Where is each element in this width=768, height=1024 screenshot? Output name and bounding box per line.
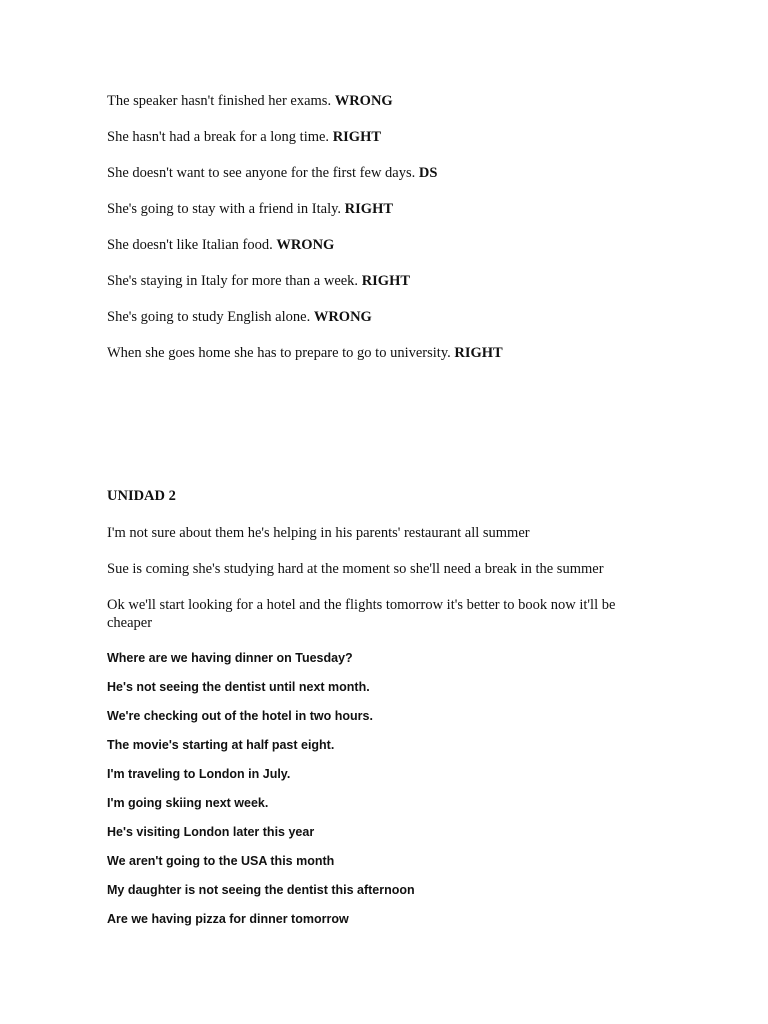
statement-answer: WRONG: [334, 93, 393, 109]
sentence-9: My daughter is not seeing the dentist this afternoon: [107, 883, 415, 897]
statement-text: She doesn't like Italian food.: [107, 237, 273, 253]
statement-answer: RIGHT: [344, 201, 394, 217]
statement-7: [107, 308, 667, 326]
sentence-4: The movie's starting at half past eight.: [107, 738, 335, 752]
sentence-10: Are we having pizza for dinner tomorrow: [107, 912, 349, 926]
sentence-1: Where are we having dinner on Tuesday?: [107, 651, 353, 665]
statement-text: She doesn't want to see anyone for the first few days.: [107, 165, 416, 181]
statement-1: [107, 92, 667, 110]
statement-text: When she goes home she has to prepare to go to university.: [107, 345, 451, 361]
statement-answer: DS: [418, 165, 438, 181]
statement-8: [107, 344, 667, 362]
statement-text: She hasn't had a break for a long time.: [107, 129, 330, 145]
statement-2: [107, 128, 667, 146]
statement-answer: WRONG: [313, 309, 372, 325]
statement-text: She's staying in Italy for more than a week.: [107, 273, 359, 289]
dialogue-line-1: I'm not sure about them he's helping in his parents' restaurant all summer: [107, 525, 530, 541]
sentence-2: He's not seeing the dentist until next month.: [107, 680, 370, 694]
statement-3: [107, 164, 667, 182]
statement-answer: RIGHT: [361, 273, 411, 289]
statement-text: She's going to stay with a friend in Italy.: [107, 201, 342, 217]
statement-answer: RIGHT: [454, 345, 503, 361]
statement-5: [107, 236, 667, 254]
statement-4: [107, 200, 667, 218]
statement-text: She's going to study English alone.: [107, 309, 311, 325]
statement-text: The speaker hasn't finished her exams.: [107, 93, 332, 109]
dialogue-line-2: Sue is coming she's studying hard at the moment so she'll need a break in the summer: [107, 561, 604, 577]
unit-heading: UNIDAD 2: [107, 488, 176, 504]
sentence-6: I'm going skiing next week.: [107, 796, 269, 810]
statement-answer: RIGHT: [332, 129, 382, 145]
sentence-3: We're checking out of the hotel in two hours.: [107, 709, 373, 723]
sentence-7: He's visiting London later this year: [107, 825, 315, 839]
statement-6: [107, 272, 667, 290]
sentence-8: We aren't going to the USA this month: [107, 854, 335, 868]
statement-answer: WRONG: [276, 237, 335, 253]
dialogue-line-3: Ok we'll start looking for a hotel and the flights tomorrow it's better to book now it'll be cheaper: [107, 597, 616, 631]
sentence-5: I'm traveling to London in July.: [107, 767, 291, 781]
